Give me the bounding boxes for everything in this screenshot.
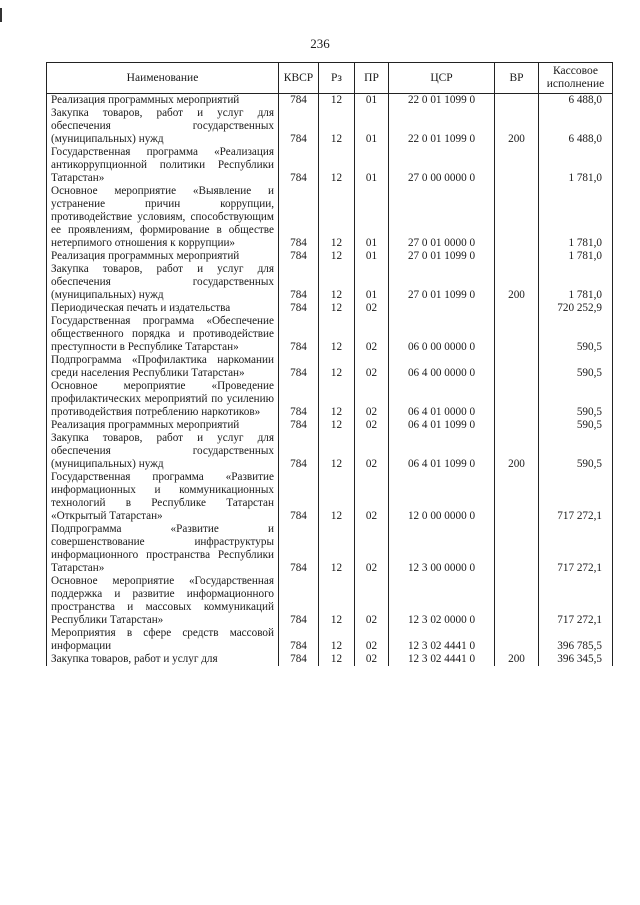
header-name: Наименование (47, 63, 279, 94)
header-pr: ПР (355, 63, 389, 94)
header-kvsr: КВСР (279, 63, 319, 94)
header-amount: Кассовое исполнение (539, 63, 613, 94)
cell-pr: 02 (355, 432, 389, 471)
cell-rz: 12 (319, 354, 355, 380)
cell-name: Закупка товаров, работ и услуг для обеспечения государственных (муниципальных) нужд (47, 432, 279, 471)
cell-kvsr: 784 (279, 432, 319, 471)
cell-name: Закупка товаров, работ и услуг для (47, 653, 279, 666)
table-row (47, 94, 613, 108)
cell-csr: 27 0 00 0000 0 (389, 146, 495, 185)
cell-name: Мероприятия в сфере средств массовой информации (47, 627, 279, 653)
cell-rz: 12 (319, 432, 355, 471)
cell-kvsr: 784 (279, 94, 319, 108)
cell-rz: 12 (319, 575, 355, 627)
cell-vr (495, 250, 539, 263)
cell-vr (495, 185, 539, 250)
cell-vr: 200 (495, 107, 539, 146)
cell-name: Реализация программных мероприятий (47, 419, 279, 432)
cell-kvsr: 784 (279, 250, 319, 263)
header-rz: Рз (319, 63, 355, 94)
cell-rz: 12 (319, 94, 355, 108)
cell-name: Государственная программа «Развитие информационных и коммуникационных технологий в Республике Татарстан «Открытый Татарстан» (47, 471, 279, 523)
cell-amount: 590,5 (539, 315, 613, 354)
cell-rz: 12 (319, 471, 355, 523)
cell-pr: 02 (355, 315, 389, 354)
cell-name: Закупка товаров, работ и услуг для обеспечения государственных (муниципальных) нужд (47, 263, 279, 302)
table-row (47, 315, 613, 354)
cell-name: Основное мероприятие «Государственная поддержка и развитие информационного пространства и массовых коммуникаций Республики Татарстан» (47, 575, 279, 627)
cell-rz: 12 (319, 419, 355, 432)
table-row (47, 354, 613, 380)
cell-vr (495, 94, 539, 108)
cell-amount: 396 345,5 (539, 653, 613, 666)
cell-csr: 22 0 01 1099 0 (389, 94, 495, 108)
header-csr: ЦСР (389, 63, 495, 94)
cell-amount: 1 781,0 (539, 185, 613, 250)
cell-rz: 12 (319, 302, 355, 315)
cell-csr: 12 3 02 0000 0 (389, 575, 495, 627)
cell-kvsr: 784 (279, 263, 319, 302)
cell-csr: 12 3 02 4441 0 (389, 627, 495, 653)
cell-pr: 01 (355, 94, 389, 108)
cell-amount: 590,5 (539, 380, 613, 419)
cell-rz: 12 (319, 315, 355, 354)
cell-rz: 12 (319, 146, 355, 185)
table-row (47, 302, 613, 315)
cell-pr: 01 (355, 263, 389, 302)
cell-rz: 12 (319, 523, 355, 575)
cell-kvsr: 784 (279, 146, 319, 185)
cell-name: Государственная программа «Реализация антикоррупционной политики Республики Татарстан» (47, 146, 279, 185)
header-vr: ВР (495, 63, 539, 94)
cell-kvsr: 784 (279, 523, 319, 575)
cell-amount: 396 785,5 (539, 627, 613, 653)
cell-pr: 02 (355, 302, 389, 315)
table-row (47, 380, 613, 419)
table-body (47, 94, 613, 667)
budget-table (46, 62, 613, 666)
table-row (47, 419, 613, 432)
cell-csr: 06 4 01 1099 0 (389, 419, 495, 432)
cell-kvsr: 784 (279, 107, 319, 146)
cell-name: Закупка товаров, работ и услуг для обеспечения государственных (муниципальных) нужд (47, 107, 279, 146)
table-row (47, 471, 613, 523)
cell-amount: 1 781,0 (539, 250, 613, 263)
cell-vr (495, 575, 539, 627)
cell-csr: 12 3 02 4441 0 (389, 653, 495, 666)
scan-edge-mark (0, 8, 2, 22)
cell-csr: 06 4 00 0000 0 (389, 354, 495, 380)
cell-vr (495, 419, 539, 432)
table-header-row (47, 63, 613, 94)
cell-rz: 12 (319, 380, 355, 419)
cell-pr: 02 (355, 380, 389, 419)
cell-pr: 02 (355, 653, 389, 666)
cell-kvsr: 784 (279, 354, 319, 380)
cell-pr: 02 (355, 627, 389, 653)
cell-kvsr: 784 (279, 302, 319, 315)
cell-amount: 590,5 (539, 354, 613, 380)
cell-kvsr: 784 (279, 627, 319, 653)
table-row (47, 627, 613, 653)
cell-name: Подпрограмма «Развитие и совершенствование инфраструктуры информационного пространства Республики Татарстан» (47, 523, 279, 575)
table-row (47, 575, 613, 627)
cell-amount: 1 781,0 (539, 263, 613, 302)
cell-rz: 12 (319, 263, 355, 302)
cell-amount: 6 488,0 (539, 107, 613, 146)
cell-vr (495, 627, 539, 653)
table-row (47, 653, 613, 666)
cell-amount: 590,5 (539, 432, 613, 471)
cell-csr: 12 0 00 0000 0 (389, 471, 495, 523)
table-row (47, 185, 613, 250)
cell-kvsr: 784 (279, 575, 319, 627)
cell-pr: 02 (355, 523, 389, 575)
cell-vr: 200 (495, 263, 539, 302)
cell-name: Реализация программных мероприятий (47, 94, 279, 108)
cell-rz: 12 (319, 185, 355, 250)
cell-csr: 06 4 01 0000 0 (389, 380, 495, 419)
cell-vr (495, 315, 539, 354)
cell-kvsr: 784 (279, 380, 319, 419)
cell-rz: 12 (319, 250, 355, 263)
cell-vr (495, 523, 539, 575)
cell-pr: 01 (355, 185, 389, 250)
cell-pr: 01 (355, 107, 389, 146)
cell-vr (495, 302, 539, 315)
cell-name: Подпрограмма «Профилактика наркомании среди населения Республики Татарстан» (47, 354, 279, 380)
cell-rz: 12 (319, 107, 355, 146)
cell-csr: 06 0 00 0000 0 (389, 315, 495, 354)
cell-csr: 27 0 01 1099 0 (389, 263, 495, 302)
cell-name: Реализация программных мероприятий (47, 250, 279, 263)
table-row (47, 263, 613, 302)
cell-csr (389, 302, 495, 315)
cell-csr: 22 0 01 1099 0 (389, 107, 495, 146)
cell-amount: 720 252,9 (539, 302, 613, 315)
table-row (47, 250, 613, 263)
cell-vr: 200 (495, 432, 539, 471)
table-row (47, 146, 613, 185)
cell-amount: 1 781,0 (539, 146, 613, 185)
cell-name: Государственная программа «Обеспечение общественного порядка и противодействие преступности в Республике Татарстан» (47, 315, 279, 354)
cell-pr: 02 (355, 354, 389, 380)
cell-vr (495, 146, 539, 185)
cell-vr (495, 380, 539, 419)
cell-rz: 12 (319, 653, 355, 666)
cell-csr: 12 3 00 0000 0 (389, 523, 495, 575)
cell-name: Основное мероприятие «Проведение профилактических мероприятий по усилению противодействия потреблению наркотиков» (47, 380, 279, 419)
table-row (47, 432, 613, 471)
cell-pr: 01 (355, 250, 389, 263)
page-number: 236 (310, 36, 330, 51)
cell-kvsr: 784 (279, 653, 319, 666)
cell-name: Периодическая печать и издательства (47, 302, 279, 315)
cell-vr (495, 471, 539, 523)
cell-name: Основное мероприятие «Выявление и устранение причин коррупции, противодействие условиям, способствующим ее проявлениям, формирование в обществе нетерпимого отношения к коррупции» (47, 185, 279, 250)
cell-kvsr: 784 (279, 419, 319, 432)
cell-kvsr: 784 (279, 471, 319, 523)
cell-amount: 6 488,0 (539, 94, 613, 108)
cell-kvsr: 784 (279, 315, 319, 354)
cell-csr: 27 0 01 1099 0 (389, 250, 495, 263)
table-row (47, 523, 613, 575)
cell-pr: 02 (355, 575, 389, 627)
cell-amount: 717 272,1 (539, 575, 613, 627)
table-row (47, 107, 613, 146)
cell-pr: 02 (355, 471, 389, 523)
cell-rz: 12 (319, 627, 355, 653)
cell-kvsr: 784 (279, 185, 319, 250)
cell-csr: 27 0 01 0000 0 (389, 185, 495, 250)
cell-vr: 200 (495, 653, 539, 666)
cell-csr: 06 4 01 1099 0 (389, 432, 495, 471)
cell-pr: 01 (355, 146, 389, 185)
cell-amount: 717 272,1 (539, 471, 613, 523)
cell-vr (495, 354, 539, 380)
cell-amount: 590,5 (539, 419, 613, 432)
cell-pr: 02 (355, 419, 389, 432)
cell-amount: 717 272,1 (539, 523, 613, 575)
